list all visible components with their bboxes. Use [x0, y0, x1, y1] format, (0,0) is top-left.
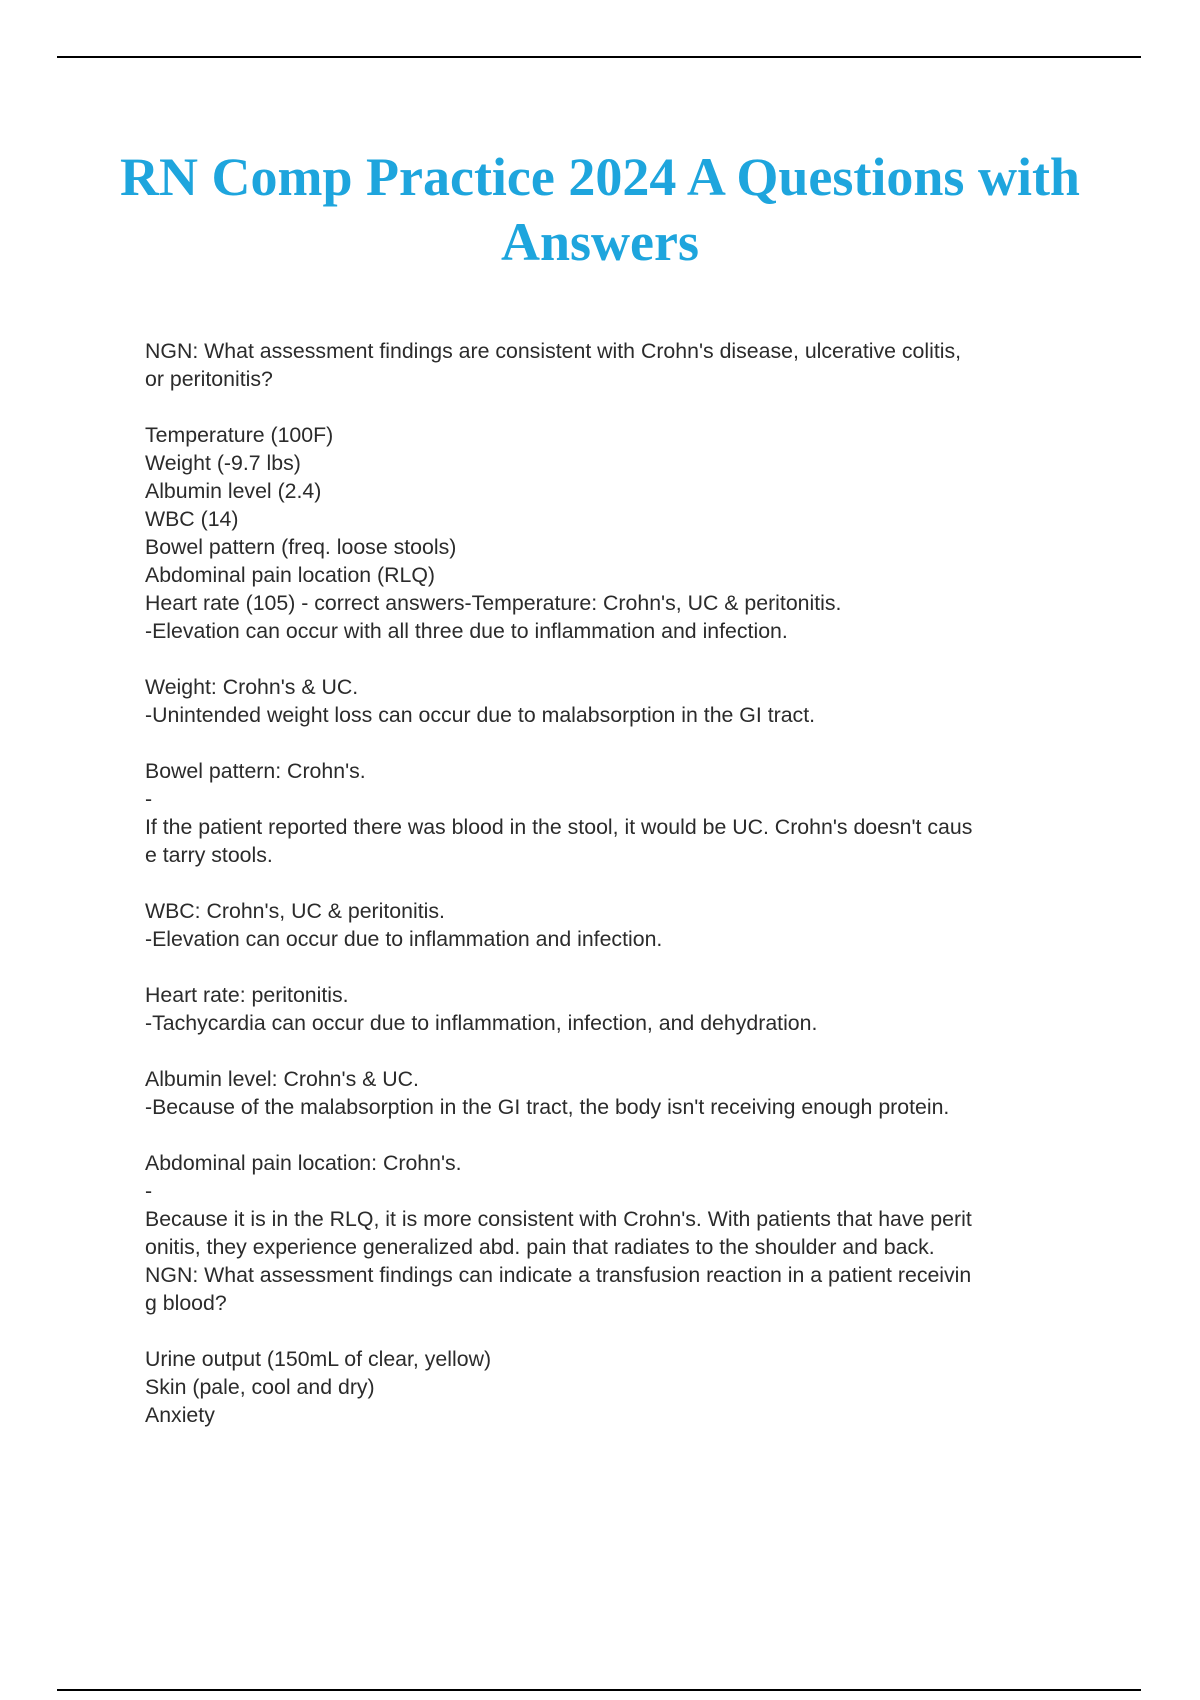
text-line: Weight: Crohn's & UC.: [145, 675, 359, 699]
text-line: If the patient reported there was blood in the stool, it would be UC. Crohn's doesn't caus: [145, 815, 973, 839]
text-line: Weight (-9.7 lbs): [145, 451, 301, 475]
text-line: -Because of the malabsorption in the GI tract, the body isn't receiving enough protein.: [145, 1095, 950, 1119]
text-line: Heart rate: peritonitis.: [145, 983, 349, 1007]
text-line: -Unintended weight loss can occur due to malabsorption in the GI tract.: [145, 703, 816, 727]
text-line: e tarry stools.: [145, 843, 273, 867]
blank-line: [145, 393, 1095, 421]
text-line: or peritonitis?: [145, 367, 273, 391]
text-line: Albumin level (2.4): [145, 479, 322, 503]
blank-line: [145, 729, 1095, 757]
document-body: [145, 337, 1095, 1429]
blank-line: [145, 953, 1095, 981]
bottom-rule: [57, 1689, 1141, 1691]
text-line: -Tachycardia can occur due to inflammation, infection, and dehydration.: [145, 1011, 818, 1035]
blank-line: [145, 1037, 1095, 1065]
text-line: -: [145, 1179, 153, 1203]
text-line: Temperature (100F): [145, 423, 334, 447]
text-line: -Elevation can occur due to inflammation and infection.: [145, 927, 663, 951]
text-line: WBC (14): [145, 507, 239, 531]
text-line: Bowel pattern (freq. loose stools): [145, 535, 457, 559]
text-line: g blood?: [145, 1291, 227, 1315]
blank-line: [145, 645, 1095, 673]
top-rule: [57, 56, 1141, 58]
text-line: Albumin level: Crohn's & UC.: [145, 1067, 419, 1091]
text-line: Bowel pattern: Crohn's.: [145, 759, 366, 783]
text-line: onitis, they experience generalized abd. pain that radiates to the shoulder and back.: [145, 1235, 935, 1259]
blank-line: [145, 1121, 1095, 1149]
text-line: -Elevation can occur with all three due to inflammation and infection.: [145, 619, 788, 643]
text-line: NGN: What assessment findings are consistent with Crohn's disease, ulcerative colitis,: [145, 339, 962, 363]
text-line: -: [145, 787, 153, 811]
blank-line: [145, 1317, 1095, 1345]
text-line: Because it is in the RLQ, it is more consistent with Crohn's. With patients that have perit: [145, 1207, 972, 1231]
text-line: Abdominal pain location: Crohn's.: [145, 1151, 462, 1175]
text-line: Abdominal pain location (RLQ): [145, 563, 436, 587]
document-title: RN Comp Practice 2024 A Questions with Answers: [120, 147, 1080, 272]
text-line: NGN: What assessment findings can indicate a transfusion reaction in a patient receivin: [145, 1263, 972, 1287]
text-line: Skin (pale, cool and dry): [145, 1375, 375, 1399]
text-line: WBC: Crohn's, UC & peritonitis.: [145, 899, 445, 923]
text-line: Heart rate (105) - correct answers-Temperature: Crohn's, UC & peritonitis.: [145, 591, 842, 615]
blank-line: [145, 869, 1095, 897]
text-line: Anxiety: [145, 1403, 215, 1427]
text-line: Urine output (150mL of clear, yellow): [145, 1347, 492, 1371]
